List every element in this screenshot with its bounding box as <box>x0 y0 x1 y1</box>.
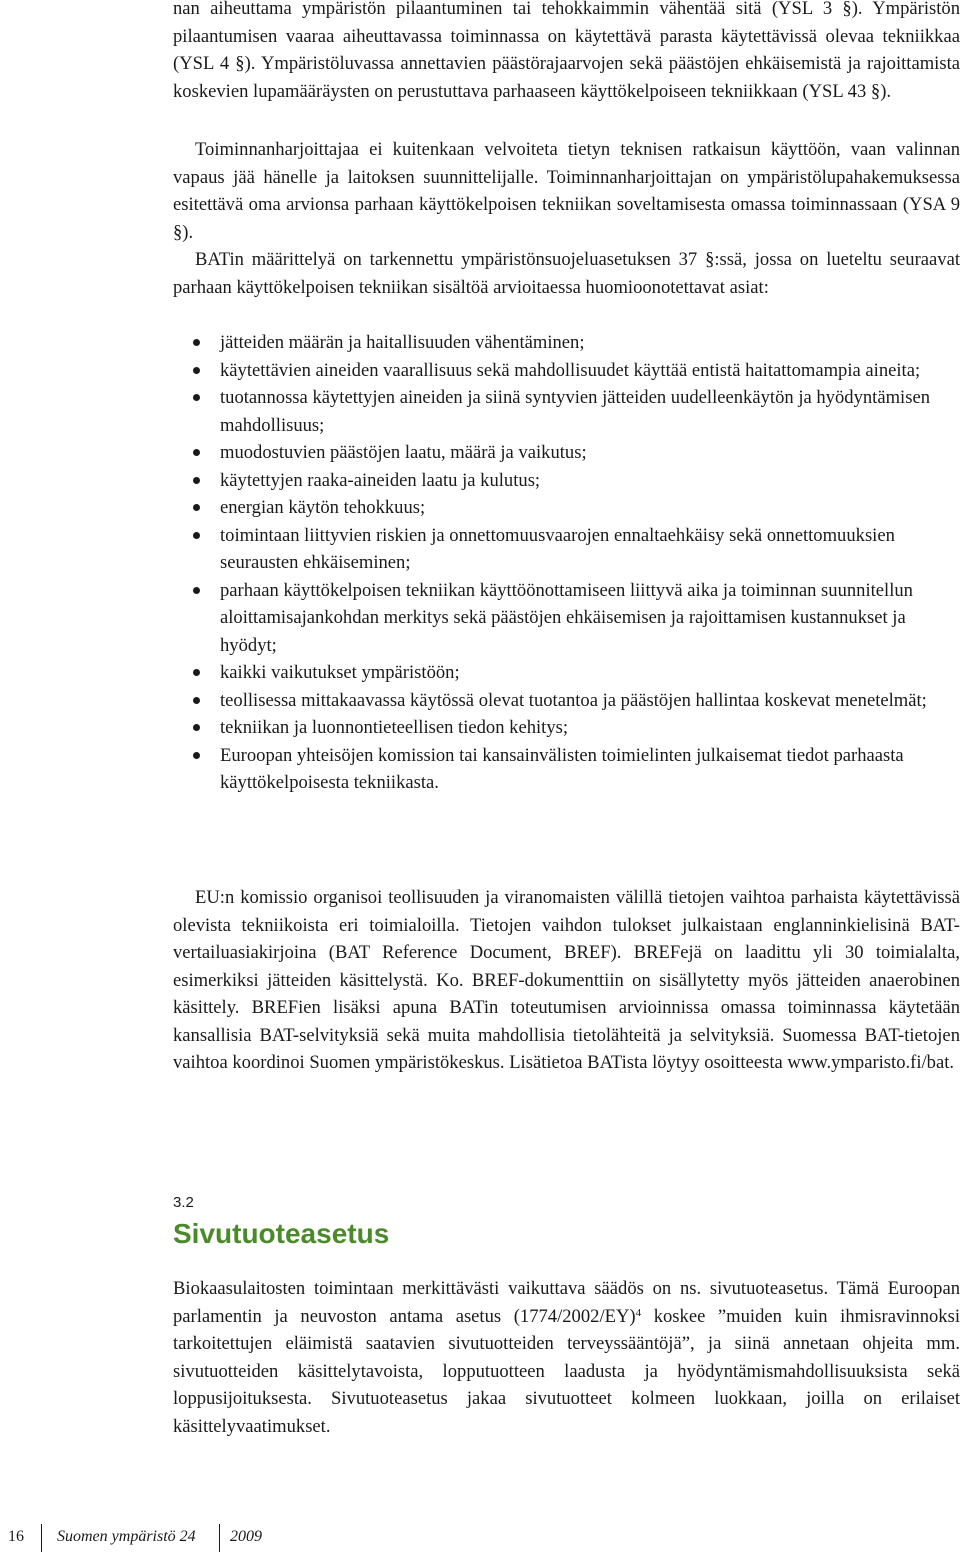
section-number: 3.2 <box>173 1194 194 1211</box>
bat-criteria-list <box>193 329 960 797</box>
list-item: toimintaan liittyvien riskien ja onnettomuusvaarojen ennaltaehkäisy sekä onnettomuuksien seurausten ehkäiseminen; <box>193 522 960 577</box>
sivutuote-text-a: Biokaasulaitosten toimintaan merkittävästi vaikuttava säädös on ns. sivutuoteasetus. Tämä Euroopan parlamentin ja neuvoston antama asetus (1774/2002/EY) <box>173 1278 960 1327</box>
list-item: tekniikan ja luonnontieteellisen tiedon kehitys; <box>193 714 960 742</box>
list-item: muodostuvien päästöjen laatu, määrä ja vaikutus; <box>193 439 960 467</box>
publication-year: 2009 <box>230 1528 262 1545</box>
list-item: jätteiden määrän ja haitallisuuden vähentäminen; <box>193 329 960 357</box>
list-item: Euroopan yhteisöjen komission tai kansainvälisten toimielinten julkaisemat tiedot parhaasta käyttökelpoisesta tekniikasta. <box>193 742 960 797</box>
list-item: tuotannossa käytettyjen aineiden ja siinä syntyvien jätteiden uudelleenkäytön ja hyödyntämisen mahdollisuus; <box>193 384 960 439</box>
eu-paragraph: EU:n komissio organisoi teollisuuden ja viranomaisten välillä tietojen vaihtoa parhaista käytettävissä olevista tekniikoista eri toimialoilla. Tietojen vaihdon tulokset julkaistaan englanninkielisinä BAT-vertailuasiakirjoina (BAT Reference Document, BREF). BREFejä on laadittu yli 30 toimialalta, esimerkiksi jätteiden käsittelystä. Ko. BREF-dokumenttiin on sisällytetty myös jätteiden anaerobinen käsittely. BREFien lisäksi apuna BATin toteutumisen arvioinnissa omassa toiminnassa käytetään kansallisia BAT-selvityksiä sekä muita mahdollisia tietolähteitä ja selvityksiä. Suomessa BAT-tietojen vaihtoa koordinoi Suomen ympäristökeskus. Lisätietoa BATista löytyy osoitteesta www.ymparisto.fi/bat. <box>173 887 960 1073</box>
footnote-reference[interactable]: 4 <box>635 1306 642 1319</box>
list-item: käytettyjen raaka-aineiden laatu ja kulutus; <box>193 467 960 495</box>
page-number: 16 <box>8 1528 24 1545</box>
list-item: energian käytön tehokkuus; <box>193 494 960 522</box>
footer-divider <box>41 1524 42 1552</box>
intro-paragraph: nan aiheuttama ympäristön pilaantuminen tai tehokkaimmin vähentää sitä (YSL 3 §). Ympäristön pilaantumisen vaaraa aiheuttavassa toiminnassa on käytettävä parasta käytettävissä olevaa tekniikkaa (YSL 4 §). Ympäristöluvassa annettavien päästörajaarvojen sekä päästöjen ehkäisemistä ja rajoittamista koskevien lupamääräysten on perustuttava parhaaseen käyttökelpoiseen tekniikkaan (YSL 43 §). <box>173 0 960 102</box>
bat-paragraph: BATin määrittelyä on tarkennettu ympäristönsuojeluasetuksen 37 §:ssä, jossa on lueteltu seuraavat parhaan käyttökelpoisen tekniikan sisältöä arvioitaessa huomioonotettavat asiat: <box>173 249 960 298</box>
sivutuote-text-b: koskee ”muiden kuin ihmisravinnoksi tarkoitettujen eläimistä saatavien sivutuotteiden terveyssääntöjä”, ja siinä annetaan ohjeita mm. sivutuotteiden käsittelytavoista, lopputuotteen laadusta ja hyödyntämismahdollisuuksista sekä loppusijoituksesta. Sivutuoteasetus jakaa sivutuotteet kolmeen luokkaan, joilla on erilaiset käsittelyvaatimukset. <box>173 1305 960 1437</box>
footer-divider <box>219 1524 220 1552</box>
sivutuote-paragraph <box>173 1275 960 1440</box>
section-title: Sivutuoteasetus <box>173 1218 390 1249</box>
list-item: kaikki vaikutukset ympäristöön; <box>193 659 960 687</box>
publication-series: Suomen ympäristö 24 <box>57 1528 196 1545</box>
operator-paragraph: Toiminnanharjoittajaa ei kuitenkaan velvoiteta tietyn teknisen ratkaisun käyttöön, vaan valinnan vapaus jää hänelle ja laitoksen suunnittelijalle. Toiminnanharjoittajan on ympäristölupahakemuksessa esitettävä oma arvionsa parhaan käyttökelpoisen tekniikan soveltamisesta omassa toiminnassaan (YSA 9 §). <box>173 139 960 243</box>
list-item: teollisessa mittakaavassa käytössä olevat tuotantoa ja päästöjen hallintaa koskevat menetelmät; <box>193 687 960 715</box>
list-item: käytettävien aineiden vaarallisuus sekä mahdollisuudet käyttää entistä haitattomampia aineita; <box>193 357 960 385</box>
list-item: parhaan käyttökelpoisen tekniikan käyttöönottamiseen liittyvä aika ja toiminnan suunnitellun aloittamisajankohdan merkitys sekä päästöjen ehkäisemisen ja rajoittamisen kustannukset ja hyödyt; <box>193 577 960 660</box>
